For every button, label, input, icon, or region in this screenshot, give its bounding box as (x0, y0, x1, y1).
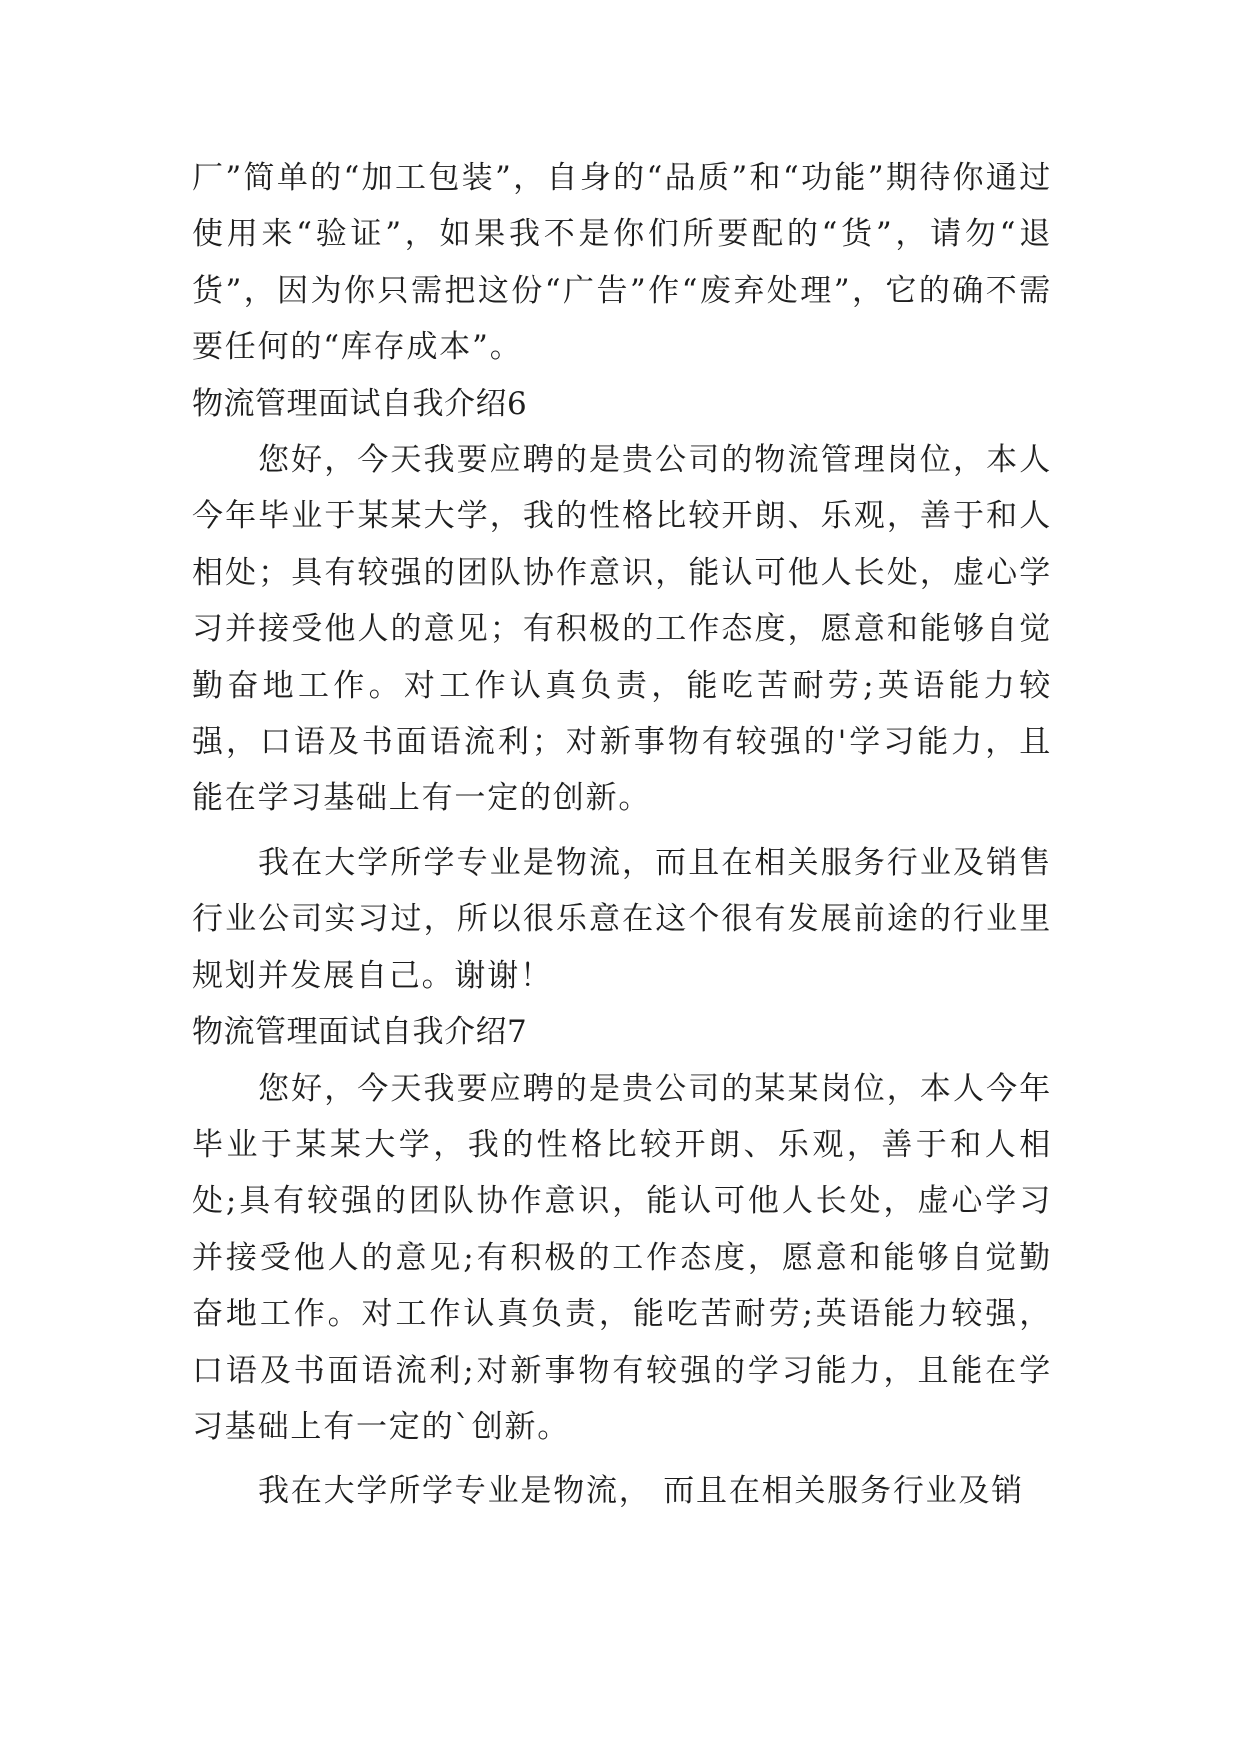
paragraph-7-major: 我在大学所学专业是物流， 而且在相关服务行业及销 (258, 1473, 1025, 1510)
paragraph-intro-continuation: 厂”简单的“加工包装”，自身的“品质”和“功能”期待你通过使用来“验证”，如果我不是你们所要配的“货”，请勿“退货”，因为你只需把这份“广告”作“废弃处理”，它的确不需要任何的“库存成本”。 (192, 160, 1052, 366)
section-heading-7: 物流管理面试自我介绍7 (192, 1014, 528, 1051)
document-page (192, 150, 1052, 1520)
paragraph-spacer (192, 1455, 1052, 1463)
paragraph-spacer (192, 827, 1052, 835)
paragraph-6-major: 我在大学所学专业是物流，而且在相关服务行业及销售行业公司实习过，所以很乐意在这个很有发展前途的行业里规划并发展自己。谢谢！ (192, 844, 1052, 994)
section-heading-6: 物流管理面试自我介绍6 (192, 385, 528, 422)
paragraph-6-intro: 您好，今天我要应聘的是贵公司的物流管理岗位，本人今年毕业于某某大学，我的性格比较开朗、乐观，善于和人相处；具有较强的团队协作意识，能认可他人长处，虚心学习并接受他人的意见；有积极的工作态度，愿意和能够自觉勤奋地工作。对工作认真负责，能吃苦耐劳;英语能力较强，口语及书面语流利；对新事物有较强的'学习能力，且能在学习基础上有一定的创新。 (192, 442, 1052, 817)
paragraph-7-intro: 您好，今天我要应聘的是贵公司的某某岗位，本人今年毕业于某某大学，我的性格比较开朗、乐观，善于和人相处;具有较强的团队协作意识，能认可他人长处，虚心学习并接受他人的意见;有积极的工作态度，愿意和能够自觉勤奋地工作。对工作认真负责，能吃苦耐劳;英语能力较强，口语及书面语流利;对新事物有较强的学习能力，且能在学习基础上有一定的`创新。 (192, 1070, 1052, 1445)
